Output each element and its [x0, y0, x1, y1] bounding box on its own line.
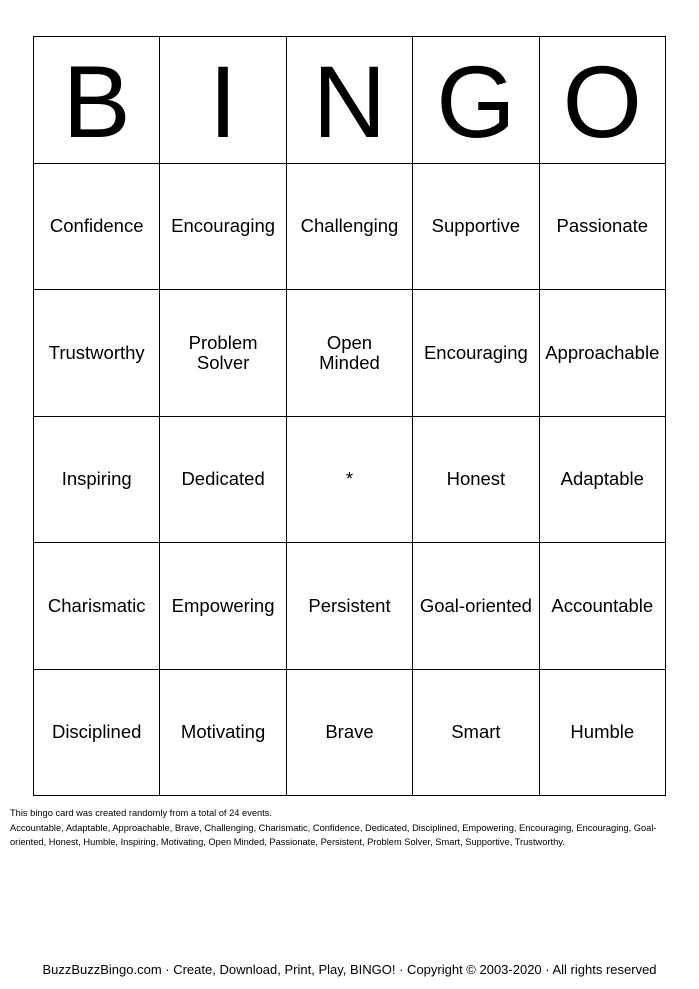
header-letter-i: I	[160, 37, 286, 164]
free-space-cell	[287, 417, 413, 544]
cell-word: Charismatic	[47, 594, 146, 616]
bingo-cell	[287, 290, 413, 417]
bingo-cell	[540, 290, 666, 417]
bingo-cell	[160, 164, 286, 291]
header-letter-b: B	[34, 37, 160, 164]
bingo-cell	[160, 417, 286, 544]
cell-word: Accountable	[551, 594, 654, 616]
cell-word: Approachable	[545, 341, 660, 363]
bingo-cell	[540, 543, 666, 670]
cell-word: Confidence	[49, 215, 144, 237]
cell-word: Humble	[570, 721, 635, 743]
bingo-cell	[287, 543, 413, 670]
cell-word: Adaptable	[560, 468, 644, 490]
cell-word: Encouraging	[423, 341, 528, 363]
cell-word: Dedicated	[181, 468, 265, 490]
bingo-cell	[34, 670, 160, 797]
cell-word: Motivating	[180, 721, 266, 743]
cell-word: Smart	[451, 721, 501, 743]
free-space-star: *	[345, 468, 354, 490]
bingo-cell	[413, 290, 539, 417]
bingo-cell	[540, 417, 666, 544]
bingo-cell	[413, 417, 539, 544]
cell-word: Inspiring	[61, 468, 132, 490]
footnote-event-list: Accountable, Adaptable, Approachable, Brave, Challenging, Charismatic, Confidence, Dedicated, Disciplined, Empowering, Encouraging, Encouraging, Goal-oriented, Honest, Humble, Inspiring, Motivating, Open Minded, Passionate, Persistent, Problem Solver, Smart, Supportive, Trustworthy.	[10, 822, 657, 847]
card-footnote	[10, 806, 670, 850]
bingo-cell	[34, 164, 160, 291]
bingo-cell	[34, 290, 160, 417]
bingo-cell	[413, 670, 539, 797]
cell-word: Empowering	[171, 594, 275, 616]
bingo-cell	[160, 670, 286, 797]
cell-word: Encouraging	[171, 215, 276, 237]
cell-word: Persistent	[308, 594, 391, 616]
cell-word: Supportive	[431, 215, 521, 237]
cell-word: Trustworthy	[48, 341, 145, 363]
bingo-cell	[160, 543, 286, 670]
bingo-cell	[540, 670, 666, 797]
cell-word: Brave	[325, 721, 374, 743]
cell-word: Challenging	[300, 215, 399, 237]
bingo-cell	[540, 164, 666, 291]
cell-word: Honest	[446, 468, 506, 490]
bingo-card	[33, 36, 666, 796]
bingo-cell	[34, 417, 160, 544]
cell-word: Passionate	[556, 215, 649, 237]
bingo-cell	[287, 670, 413, 797]
cell-word: Problem Solver	[188, 331, 258, 373]
footnote-summary: This bingo card was created randomly from a total of 24 events.	[10, 808, 272, 818]
bingo-cell	[160, 290, 286, 417]
bingo-cell	[34, 543, 160, 670]
header-letter-g: G	[413, 37, 539, 164]
cell-word: Open Minded	[319, 331, 380, 373]
cell-word: Disciplined	[51, 721, 142, 743]
header-letter-n: N	[287, 37, 413, 164]
bingo-cell	[413, 543, 539, 670]
bingo-cell	[287, 164, 413, 291]
header-letter-o: O	[540, 37, 666, 164]
bingo-cell	[413, 164, 539, 291]
copyright-footer: BuzzBuzzBingo.com · Create, Download, Print, Play, BINGO! · Copyright © 2003-2020 · All rights reserved	[42, 962, 657, 977]
cell-word: Goal-oriented	[419, 594, 532, 616]
